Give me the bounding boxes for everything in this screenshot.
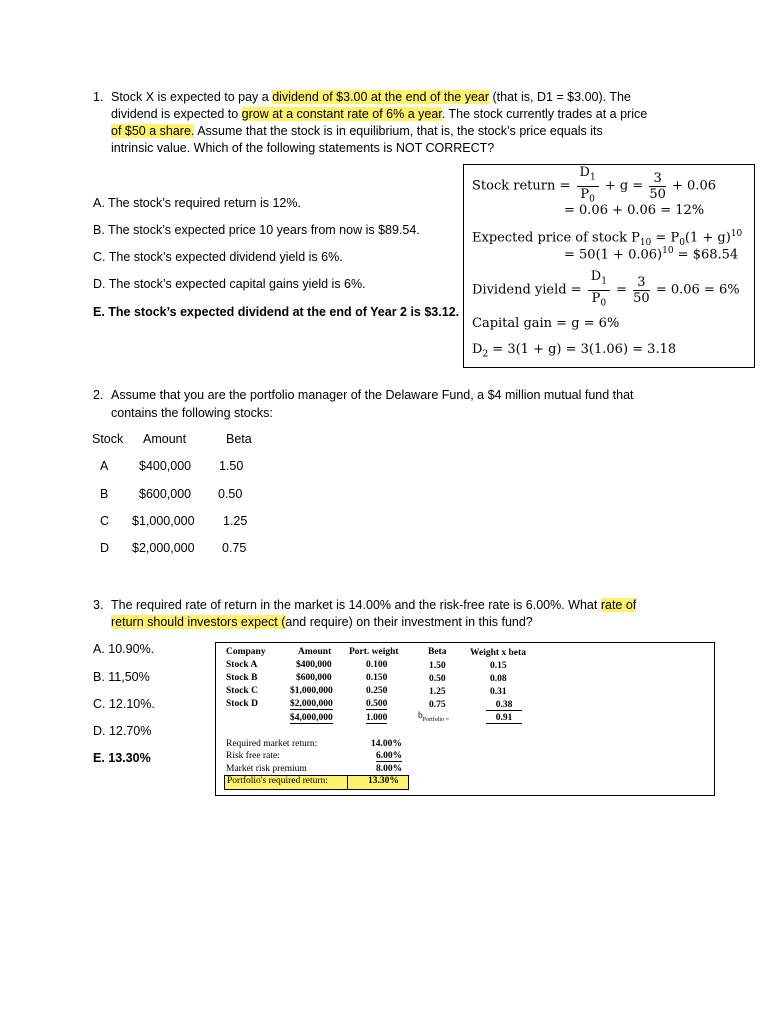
q1-option-e: E. The stock’s expected dividend at the end of Year 2 is $3.12. <box>93 305 460 319</box>
math-row-capital-gain: Capital gain = g = 6% <box>472 316 620 331</box>
highlight: dividend of $3.00 at the end of the year <box>272 90 490 104</box>
beta-cell: 0.50 <box>218 487 243 501</box>
beta-cell: 1.25 <box>223 514 248 528</box>
portfolio-return-label: Portfolio's required return: <box>227 776 328 786</box>
stock-cell: A <box>100 459 109 473</box>
q3-line-2: return should investors expect (and require) on their investment in this fund? <box>111 615 533 629</box>
portfolio-return-value: 13.30% <box>368 776 399 786</box>
col-header-amount: Amount <box>298 647 332 657</box>
beta-portfolio-value: 0.91 <box>486 713 522 724</box>
wxb-cell: 0.08 <box>490 674 507 684</box>
col-header-beta: Beta <box>428 647 447 657</box>
company-cell: Stock D <box>226 699 258 709</box>
beta-header: Beta <box>226 432 252 446</box>
amount-cell: $1,000,000 <box>132 514 195 528</box>
math-row-d2: $D_2 = 3(1 + g) = 3(1.06) = 3.18$ <box>472 342 677 360</box>
highlight: rate of <box>600 598 637 612</box>
q1-line-2: dividend is expected to grow at a constant rate of 6% a year. The stock currently trades at a price <box>111 107 648 121</box>
stock-cell: D <box>100 541 110 555</box>
q3-option-c: C. 12.10%. <box>93 697 155 711</box>
highlight: grow at a constant rate of 6% a year <box>241 107 442 121</box>
q1-number: 1. <box>93 90 104 104</box>
q1-option-d: D. The stock’s expected capital gains yield is 6%. <box>93 277 366 291</box>
stock-cell: C <box>100 514 110 528</box>
q3-option-b: B. 11,50% <box>93 670 150 684</box>
q3-line-1: The required rate of return in the market is 14.00% and the risk-free rate is 6.00%. What rate of <box>111 598 637 612</box>
math-row-stock-return: Stock return = $\frac{D_1}{P_0}$ + g = $\frac{3}{50}$ + 0.06 <box>472 165 717 205</box>
beta-cell: 1.50 <box>219 459 244 473</box>
amount-cell: $1,000,000 <box>290 686 333 696</box>
math-row-price-result: = $50(1 + 0.06)^{10}$ = $68.54 <box>564 246 739 263</box>
beta-cell: 1.25 <box>429 687 446 697</box>
weight-cell: 0.150 <box>366 673 388 683</box>
beta-cell: 0.75 <box>429 700 446 710</box>
math-row-dividend-yield: Dividend yield = $\frac{D_1}{P_0}$ = $\frac{3}{50}$ = 0.06 = 6% <box>472 269 740 309</box>
beta-portfolio-label: $b_{Portfolio =}$ <box>418 711 449 723</box>
beta-cell: 0.75 <box>222 541 247 555</box>
col-header-company: Company <box>226 647 266 657</box>
q3-option-d: D. 12.70% <box>93 724 152 738</box>
total-weight: 1.000 <box>366 713 388 723</box>
weight-cell: 0.250 <box>366 686 388 696</box>
beta-cell: 1.50 <box>429 661 446 671</box>
col-header-weight-x-beta: Weight x beta <box>470 648 526 658</box>
weight-cell: 0.100 <box>366 660 388 670</box>
q3-option-e: E. 13.30% <box>93 751 151 765</box>
highlight: of $50 a share. <box>111 124 195 138</box>
amount-cell: $400,000 <box>296 660 332 670</box>
q1-line-3: of $50 a share. Assume that the stock is in equilibrium, that is, the stock’s price equals its <box>111 124 603 138</box>
math-row-expected-price: Expected price of stock $P_{10} = P_0(1 + g)^{10}$ <box>472 229 743 248</box>
portfolio-table <box>215 642 715 796</box>
highlight: return should investors expect ( <box>111 615 286 629</box>
amount-header: Amount <box>143 432 187 446</box>
q2-line-1: Assume that you are the portfolio manager of the Delaware Fund, a $4 million mutual fund that <box>111 388 634 402</box>
q1-option-c: C. The stock’s expected dividend yield is 6%. <box>93 250 343 264</box>
company-cell: Stock A <box>226 660 258 670</box>
wxb-cell: 0.31 <box>490 687 507 697</box>
q1-option-b: B. The stock’s expected price 10 years from now is $89.54. <box>93 223 420 237</box>
total-amount: $4,000,000 <box>290 713 333 723</box>
amount-cell: $2,000,000 <box>132 541 195 555</box>
risk-free-value: 6.00% <box>376 751 403 761</box>
amount-cell: $2,000,000 <box>290 699 333 709</box>
q3-number: 3. <box>93 598 104 612</box>
amount-cell: $600,000 <box>139 487 192 501</box>
wxb-cell: 0.15 <box>490 661 507 671</box>
company-cell: Stock B <box>226 673 258 683</box>
q1-line-1: Stock X is expected to pay a dividend of $3.00 at the end of the year (that is, D1 = $3.00). The <box>111 90 631 104</box>
q1-line-4: intrinsic value. Which of the following statements is NOT CORRECT? <box>111 141 495 155</box>
amount-cell: $400,000 <box>139 459 192 473</box>
premium-value: 8.00% <box>376 764 403 774</box>
stock-header: Stock <box>92 432 124 446</box>
amount-cell: $600,000 <box>296 673 332 683</box>
math-row-result: = 0.06 + 0.06 = 12% <box>564 203 705 218</box>
q2-number: 2. <box>93 388 104 402</box>
risk-free-label: Risk free rate: <box>226 751 280 761</box>
q2-line-2: contains the following stocks: <box>111 406 273 420</box>
weight-cell: 0.500 <box>366 699 388 709</box>
beta-cell: 0.50 <box>429 674 446 684</box>
req-market-label: Required market return: <box>226 739 318 749</box>
stock-cell: B <box>100 487 109 501</box>
premium-label: Market risk premium <box>226 764 307 774</box>
q1-option-a: A. The stock’s required return is 12%. <box>93 196 301 210</box>
solution-box <box>463 164 755 368</box>
company-cell: Stock C <box>226 686 258 696</box>
col-header-weight: Port. weight <box>349 647 399 657</box>
req-market-value: 14.00% <box>371 739 402 749</box>
wxb-cell: 0.38 <box>486 700 522 711</box>
q3-option-a: A. 10.90%. <box>93 642 155 656</box>
